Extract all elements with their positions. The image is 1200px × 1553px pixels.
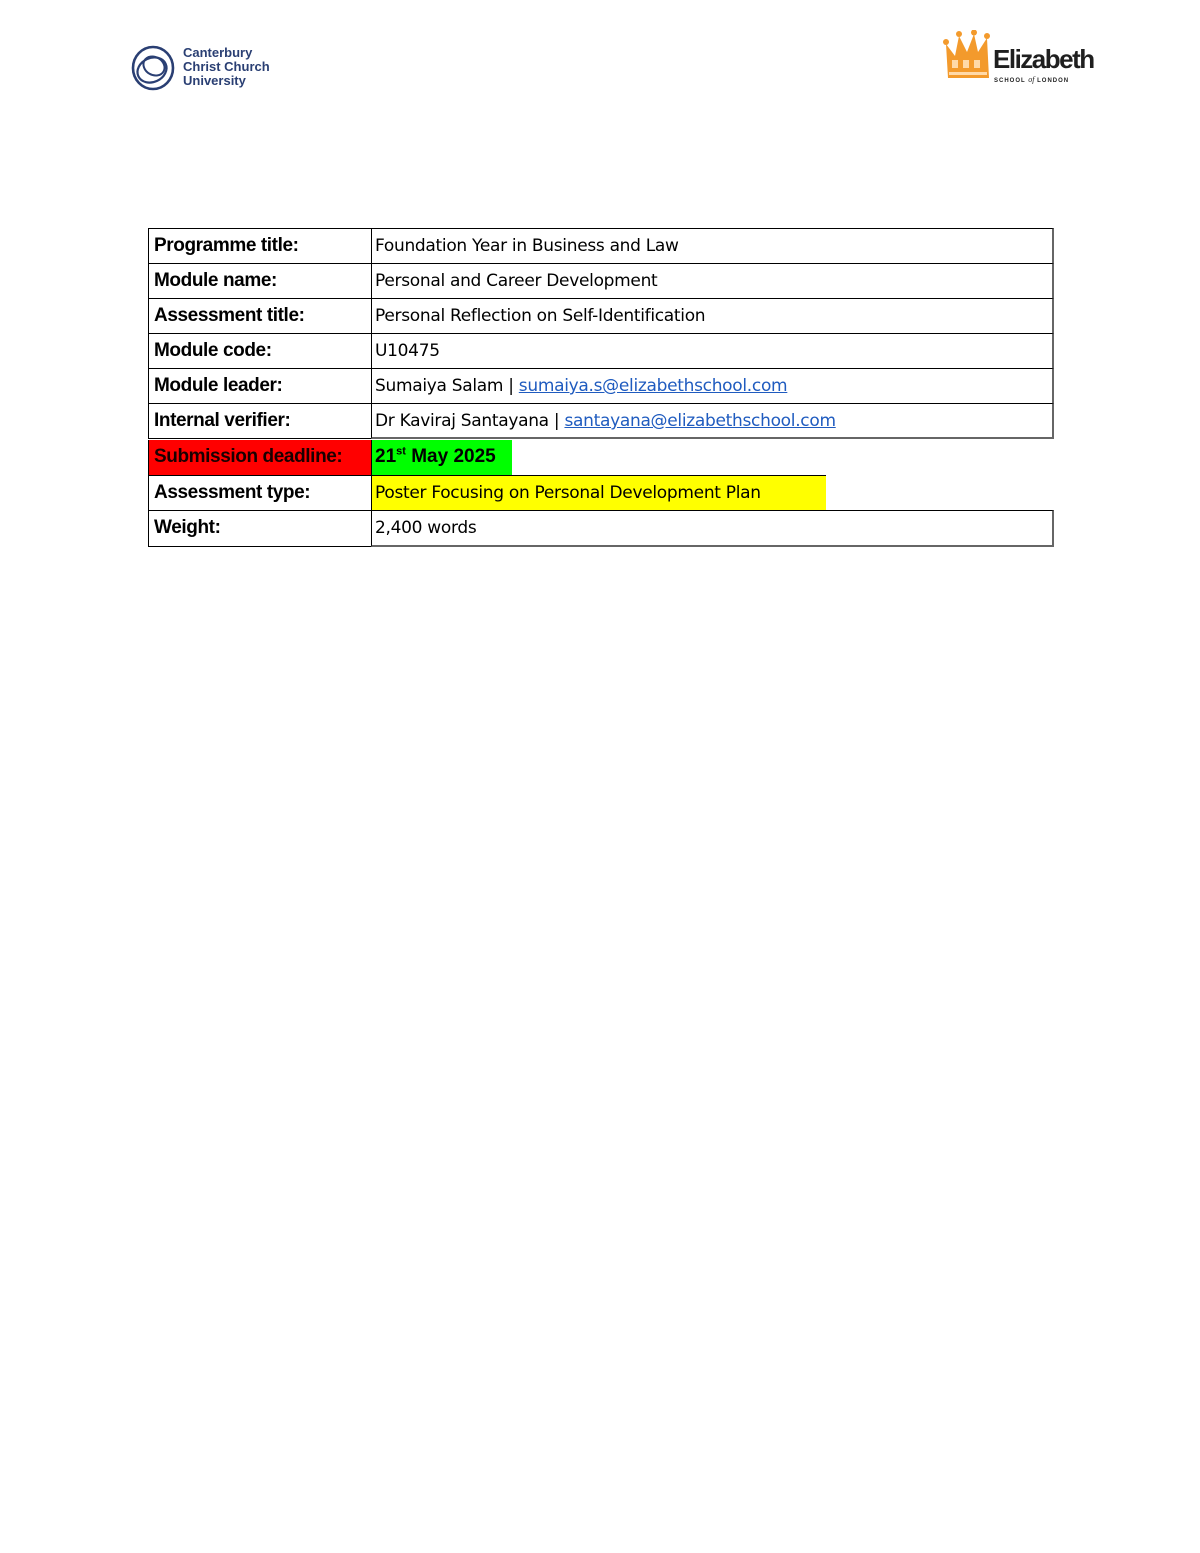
module-code-label-cell <box>148 333 371 368</box>
sub-london: LONDON <box>1037 78 1070 84</box>
assessment-type-label-cell <box>148 475 371 510</box>
table-row <box>148 368 1054 403</box>
module-name-label-cell <box>148 263 371 298</box>
internal-verifier-email-link[interactable]: santayana@elizabethschool.com <box>564 411 836 431</box>
weight-value: 2,400 words <box>375 518 477 538</box>
module-name-value: Personal and Career Development <box>375 271 658 291</box>
ccu-emblem-icon <box>130 44 180 94</box>
table-row <box>148 298 1054 333</box>
elizabeth-subtitle <box>994 75 1069 84</box>
ccu-line-2: Christ Church <box>183 59 270 74</box>
internal-verifier-name: Dr Kaviraj Santayana | <box>375 411 565 431</box>
elizabeth-school-logo <box>943 30 1094 86</box>
internal-verifier-label-cell <box>148 403 371 439</box>
module-name-label: Module name: <box>154 270 277 291</box>
elizabeth-wordmark: Elizabeth <box>993 44 1094 74</box>
internal-verifier-value-cell <box>371 403 1054 439</box>
submission-deadline-value <box>375 446 496 468</box>
assessment-title-value: Personal Reflection on Self-Identification <box>375 306 706 326</box>
sub-of: of <box>1028 75 1035 84</box>
table-row <box>148 440 1054 475</box>
weight-value-cell <box>371 510 1054 547</box>
module-code-value: U10475 <box>375 341 440 361</box>
module-leader-value <box>375 375 787 397</box>
programme-title-value-cell <box>371 228 1054 263</box>
module-code-value-cell <box>371 333 1054 368</box>
assessment-title-label-cell <box>148 298 371 333</box>
sub-school: SCHOOL <box>994 78 1026 84</box>
ccu-wordmark <box>183 46 270 88</box>
table-row <box>148 228 1054 263</box>
assessment-title-value-cell <box>371 298 1054 333</box>
deadline-day-suffix: st <box>396 445 406 458</box>
weight-label: Weight: <box>154 517 221 538</box>
module-leader-value-cell <box>371 368 1054 403</box>
module-name-value-cell <box>371 263 1054 298</box>
module-leader-name: Sumaiya Salam | <box>375 376 519 396</box>
ccu-logo <box>130 44 300 94</box>
submission-deadline-label: Submission deadline: <box>154 446 343 467</box>
deadline-day: 21 <box>375 446 397 467</box>
module-leader-label: Module leader: <box>154 375 283 396</box>
internal-verifier-label: Internal verifier: <box>154 410 291 431</box>
table-row <box>148 333 1054 368</box>
table-row <box>148 263 1054 298</box>
weight-label-cell <box>148 510 371 547</box>
table-row <box>148 475 1054 510</box>
internal-verifier-value <box>375 410 836 432</box>
deadline-month-year: May 2025 <box>405 446 496 467</box>
submission-deadline-label-cell <box>148 440 371 475</box>
table-row <box>148 510 1054 545</box>
ccu-line-1: Canterbury <box>183 45 253 60</box>
assessment-type-value-cell <box>371 475 826 510</box>
submission-deadline-value-cell <box>371 440 512 475</box>
module-leader-label-cell <box>148 368 371 403</box>
programme-title-label: Programme title: <box>154 235 299 256</box>
programme-title-value: Foundation Year in Business and Law <box>375 236 679 256</box>
crown-icon <box>943 30 993 84</box>
module-leader-email-link[interactable]: sumaiya.s@elizabethschool.com <box>518 376 788 396</box>
module-code-label: Module code: <box>154 340 272 361</box>
assessment-type-value: Poster Focusing on Personal Development Plan <box>375 483 761 503</box>
assessment-title-label: Assessment title: <box>154 305 305 326</box>
assessment-type-label: Assessment type: <box>154 482 311 503</box>
programme-title-label-cell <box>148 228 371 263</box>
table-row <box>148 403 1054 438</box>
ccu-line-3: University <box>183 73 246 88</box>
